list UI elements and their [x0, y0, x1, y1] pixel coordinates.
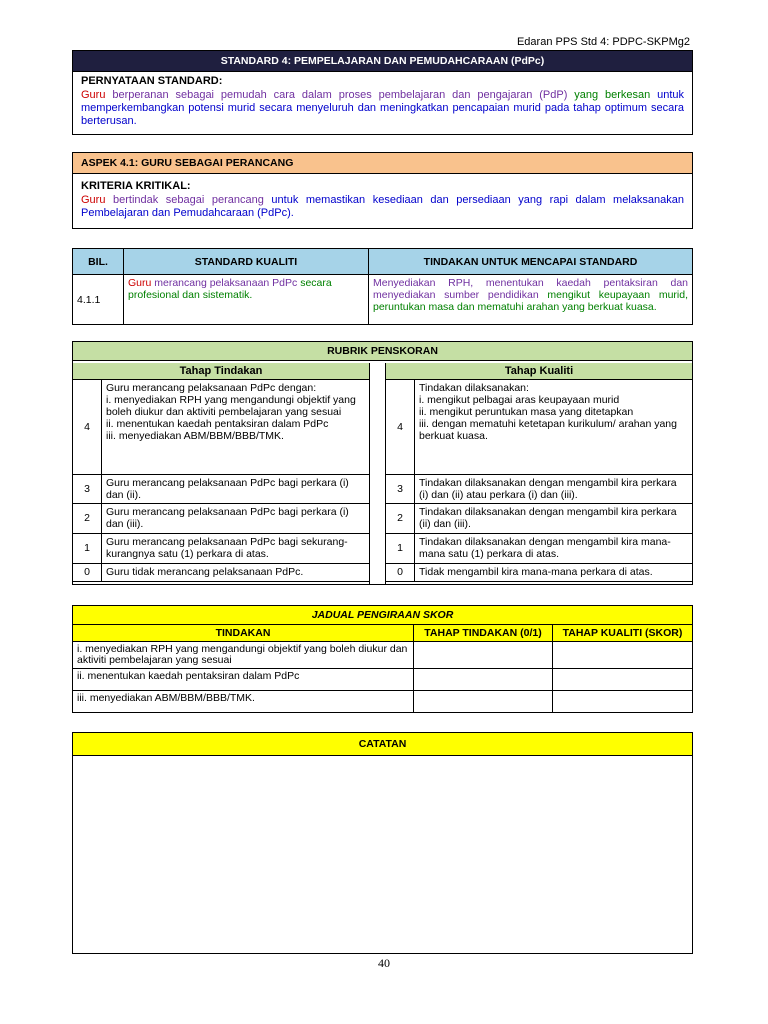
tindakan-description-text: Guru tidak merancang pelaksanaan PdPc. [106, 565, 304, 578]
jadual-tindakan-header: TINDAKAN [73, 625, 414, 642]
tindakan-description [102, 563, 370, 581]
tahap-kualiti-input[interactable] [553, 642, 693, 669]
kriteria-subject: Guru [81, 194, 106, 206]
kualiti-description-text: Tindakan dilaksanakan: [419, 382, 529, 394]
rubrik-row [386, 380, 692, 474]
tindakan-description [102, 474, 370, 503]
rubrik-table [72, 341, 693, 585]
kualiti-description [415, 533, 693, 563]
jadual-tindakan-cell: i. menyediakan RPH yang mengandungi objektif yang boleh diukur dan aktiviti pembelajaran yang sesuai [73, 642, 414, 669]
tindakan-description-text: Guru merancang pelaksanaan PdPc bagi sekurang-kurangnya satu (1) perkara di atas. [106, 535, 348, 560]
tahap-kualiti-input[interactable] [553, 691, 693, 713]
jadual-row [73, 669, 693, 691]
catatan-box [72, 732, 693, 954]
tahap-tindakan-column [73, 363, 370, 584]
tahap-kualiti-column [385, 363, 692, 584]
kualiti-item: ii. mengikut peruntukan masa yang ditetapkan [419, 406, 634, 418]
rubrik-row [73, 474, 369, 503]
kualiti-description-text: Tindakan dilaksanakan dengan mengambil kira perkara (ii) dan (iii). [419, 505, 677, 530]
tindakan-description [102, 503, 370, 533]
tahap-kualiti-header: Tahap Kualiti [386, 363, 692, 380]
bil-header: BIL. [73, 249, 124, 275]
kualiti-score: 2 [386, 503, 415, 533]
tindakan-part2: mengikut keupayaan murid, peruntukan masa dan mematuhi arahan yang berkuat kuasa. [373, 289, 688, 313]
document-reference: Edaran PPS Std 4: PDPC-SKPMg2 [516, 36, 690, 48]
rubrik-row [73, 563, 369, 581]
tindakan-score: 3 [73, 474, 102, 503]
tindakan-item: iii. menyediakan ABM/BBM/BBB/TMK. [106, 430, 284, 442]
kualiti-score: 3 [386, 474, 415, 503]
catatan-title: CATATAN [73, 733, 692, 756]
tindakan-score: 2 [73, 503, 102, 533]
jadual-row [73, 691, 693, 713]
tahap-kualiti-input[interactable] [553, 669, 693, 691]
kualiti-action: merancang pelaksanaan PdPc [151, 277, 298, 289]
kualiti-description-text: Tindakan dilaksanakan dengan mengambil kira perkara (i) dan (ii) atau perkara (i) dan (iii). [419, 476, 677, 501]
jadual-row [73, 642, 693, 669]
kualiti-manner: secara profesional dan sistematik. [128, 277, 332, 301]
pernyataan-text [73, 87, 692, 132]
tindakan-score: 4 [73, 380, 102, 474]
kualiti-score: 0 [386, 563, 415, 581]
page-number: 40 [378, 956, 390, 970]
kualiti-item: iii. dengan mematuhi ketetapan kurikulum/ arahan yang berkuat kuasa. [419, 418, 677, 442]
kriteria-text [73, 192, 692, 224]
tindakan-description-text: Guru merancang pelaksanaan PdPc bagi perkara (i) dan (iii). [106, 505, 349, 530]
rubrik-row [386, 563, 692, 581]
rubrik-row [386, 503, 692, 533]
standard-title: STANDARD 4: PEMPELAJARAN DAN PEMUDAHCARAAN (PdPc) [73, 51, 692, 72]
pernyataan-role: berperanan sebagai pemudah cara dalam proses pembelajaran dan pengajaran (PdP) [105, 89, 568, 101]
tindakan-description [102, 380, 370, 474]
tahap-tindakan-input[interactable] [414, 691, 553, 713]
rubrik-row [386, 533, 692, 563]
tahap-tindakan-input[interactable] [414, 669, 553, 691]
rubrik-title: RUBRIK PENSKORAN [73, 342, 692, 361]
kriteria-purpose: untuk memastikan kesediaan dan persediaan yang rapi dalam melaksanakan Pembelajaran dan Pemudahcaraan (PdPc). [81, 194, 684, 219]
tindakan-text [369, 275, 693, 325]
aspek-title: ASPEK 4.1: GURU SEBAGAI PERANCANG [73, 153, 692, 174]
tahap-tindakan-input[interactable] [414, 642, 553, 669]
kualiti-score: 4 [386, 380, 415, 474]
aspek-box [72, 152, 693, 229]
standard-kualiti-text [124, 275, 369, 325]
kualiti-description [415, 380, 693, 474]
tindakan-part1: Menyediakan RPH, menentukan kaedah pentaksiran dan menyediakan sumber pendidikan [373, 277, 688, 301]
tindakan-score: 1 [73, 533, 102, 563]
rubrik-row [386, 474, 692, 503]
standard-kualiti-header: STANDARD KUALITI [124, 249, 369, 275]
jadual-pengiraan-skor [72, 605, 693, 713]
bil-value: 4.1.1 [73, 275, 124, 325]
tahap-tindakan-header: Tahap Tindakan [73, 363, 369, 380]
tindakan-item: ii. menentukan kaedah pentaksiran dalam PdPc [106, 418, 329, 430]
tindakan-item: i. menyediakan RPH yang mengandungi objektif yang boleh diukur dan aktiviti pembelajaran yang sesuai [106, 394, 356, 418]
kualiti-table [72, 248, 693, 325]
tindakan-score: 0 [73, 563, 102, 581]
catatan-area[interactable] [73, 756, 692, 946]
kualiti-description [415, 503, 693, 533]
rubrik-row [73, 533, 369, 563]
tindakan-header: TINDAKAN UNTUK MENCAPAI STANDARD [369, 249, 693, 275]
tindakan-description [102, 533, 370, 563]
pernyataan-subject: Guru [81, 89, 106, 101]
rubrik-row [73, 380, 369, 474]
jadual-tahap-kualiti-header: TAHAP KUALITI (SKOR) [553, 625, 693, 642]
tindakan-description-text: Guru merancang pelaksanaan PdPc dengan: [106, 382, 317, 394]
kualiti-score: 1 [386, 533, 415, 563]
kualiti-description [415, 563, 693, 581]
kualiti-description [415, 474, 693, 503]
jadual-tindakan-cell: ii. menentukan kaedah pentaksiran dalam PdPc [73, 669, 414, 691]
kriteria-role: bertindak sebagai perancang [105, 194, 264, 206]
jadual-title: JADUAL PENGIRAAN SKOR [73, 606, 693, 625]
kriteria-label: KRITERIA KRITIKAL: [81, 180, 191, 192]
jadual-tahap-tindakan-header: TAHAP TINDAKAN (0/1) [414, 625, 553, 642]
rubrik-row [73, 503, 369, 533]
tindakan-description-text: Guru merancang pelaksanaan PdPc bagi perkara (i) dan (ii). [106, 476, 349, 501]
pernyataan-purpose: untuk memperkembangkan potensi murid secara menyeluruh dan meningkatkan pencapaian murid pada tahap optimum secara berterusan. [81, 89, 684, 127]
standard-box [72, 50, 693, 135]
kualiti-subject: Guru [128, 277, 152, 289]
kualiti-description-text: Tidak mengambil kira mana-mana perkara di atas. [419, 565, 653, 578]
pernyataan-quality: yang berkesan [567, 89, 651, 101]
kualiti-item: i. mengikut pelbagai aras keupayaan murid [419, 394, 620, 406]
pernyataan-label: PERNYATAAN STANDARD: [81, 75, 223, 87]
kualiti-description-text: Tindakan dilaksanakan dengan mengambil kira mana-mana satu (1) perkara di atas. [419, 535, 671, 560]
jadual-tindakan-cell: iii. menyediakan ABM/BBM/BBB/TMK. [73, 691, 414, 713]
